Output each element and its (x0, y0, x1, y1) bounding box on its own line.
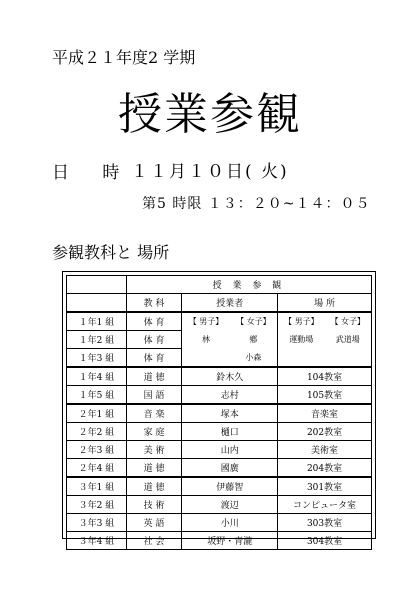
class-cell: ２年3 組 (67, 441, 127, 459)
place-cell: 204教室 (278, 459, 372, 478)
class-cell: ２年1 組 (67, 404, 127, 423)
girls-label: 【 女子】 (236, 317, 271, 327)
subject-cell: 英 語 (126, 514, 181, 532)
subject-cell: 技 術 (126, 496, 181, 514)
subject-cell: 体 育 (126, 349, 181, 368)
teacher-cell: 伊藤智 (182, 477, 278, 496)
teacher-cell: 樋口 (182, 423, 278, 441)
place-girls: 武道場 (335, 335, 360, 344)
teacher-pe-2 (182, 349, 278, 368)
teacher-cell: 塚本 (182, 404, 278, 423)
teacher-cell: 鈴木久 (182, 367, 278, 386)
class-cell: ３年4 組 (67, 532, 127, 550)
table-row (67, 459, 372, 478)
subject-cell: 音 楽 (126, 404, 181, 423)
class-cell: １年1 組 (67, 312, 127, 331)
class-cell: １年5 組 (67, 386, 127, 405)
table-row (67, 423, 372, 441)
class-cell: ２年2 組 (67, 423, 127, 441)
place-cell: 105教室 (278, 386, 372, 405)
table-caption-row (67, 276, 372, 294)
section-title: 参観教科と 場所 (52, 243, 170, 262)
subject-cell: 体 育 (126, 312, 181, 331)
teacher-pe (182, 331, 278, 349)
teacher-cell: 國廣 (182, 459, 278, 478)
teacher-cell: 小川 (182, 514, 278, 532)
table-row (67, 514, 372, 532)
table-header-row (67, 294, 372, 313)
teacher-cell: 志村 (182, 386, 278, 405)
table-row (67, 404, 372, 423)
class-cell: １年3 組 (67, 349, 127, 368)
subject-cell: 道 徳 (126, 459, 181, 478)
place-subheader (278, 312, 372, 331)
place-cell: 音楽室 (278, 404, 372, 423)
table-row (67, 349, 372, 368)
boys-label: 【 男子】 (284, 317, 319, 327)
place-cell: 303教室 (278, 514, 372, 532)
table-row (67, 331, 372, 349)
table-row (67, 367, 372, 386)
subject-cell: 美 術 (126, 441, 181, 459)
table-row (67, 532, 372, 550)
teacher-cell: 坂野・青瀧 (182, 532, 278, 550)
place-cell: 202教室 (278, 423, 372, 441)
table-row (67, 441, 372, 459)
date-label: 日 時 (52, 163, 134, 183)
subject-cell: 道 徳 (126, 367, 181, 386)
empty-cell (67, 294, 127, 313)
class-cell: ３年3 組 (67, 514, 127, 532)
class-cell: １年2 組 (67, 331, 127, 349)
empty-cell (278, 349, 372, 368)
subject-cell: 家 庭 (126, 423, 181, 441)
teacher-subheader (182, 312, 278, 331)
table-row (67, 386, 372, 405)
schedule-table (66, 275, 372, 550)
teacher-cell: 渡辺 (182, 496, 278, 514)
table-row (67, 312, 372, 331)
page-title: 授業参観 (118, 89, 302, 140)
class-cell: １年4 組 (67, 367, 127, 386)
teacher-girls: 鄕 (249, 335, 258, 344)
teacher-girls-2: 小森 (245, 352, 262, 362)
subject-cell: 国 語 (126, 386, 181, 405)
place-cell: 301教室 (278, 477, 372, 496)
place-cell: 美術室 (278, 441, 372, 459)
date-value: １１月１０日( 火) (131, 162, 289, 182)
girls-label: 【 女子】 (330, 317, 366, 327)
empty-cell (67, 276, 127, 294)
table-row (67, 477, 372, 496)
table-caption: 授 業 参 観 (126, 276, 371, 294)
header-subject: 教 科 (126, 294, 181, 313)
period-text: 第5 時限 １３：２０~１４：０５ (142, 196, 371, 212)
place-cell: 304教室 (278, 532, 372, 550)
place-pe (278, 331, 372, 349)
subject-cell: 社 会 (126, 532, 181, 550)
teacher-boys: 林 (202, 335, 210, 344)
header-place: 場 所 (278, 294, 372, 313)
subject-cell: 道 徳 (126, 477, 181, 496)
class-cell: ３年2 組 (67, 496, 127, 514)
place-boys: 運動場 (289, 335, 314, 344)
term-label: 平成２１年度2 学期 (52, 48, 196, 67)
place-cell: コンピュータ室 (278, 496, 372, 514)
class-cell: ２年4 組 (67, 459, 127, 478)
header-teacher: 授業者 (182, 294, 278, 313)
boys-label: 【 男子】 (188, 317, 224, 327)
place-cell: 104教室 (278, 367, 372, 386)
teacher-cell: 山内 (182, 441, 278, 459)
table-row (67, 496, 372, 514)
subject-cell: 体 育 (126, 331, 181, 349)
class-cell: ３年1 組 (67, 477, 127, 496)
